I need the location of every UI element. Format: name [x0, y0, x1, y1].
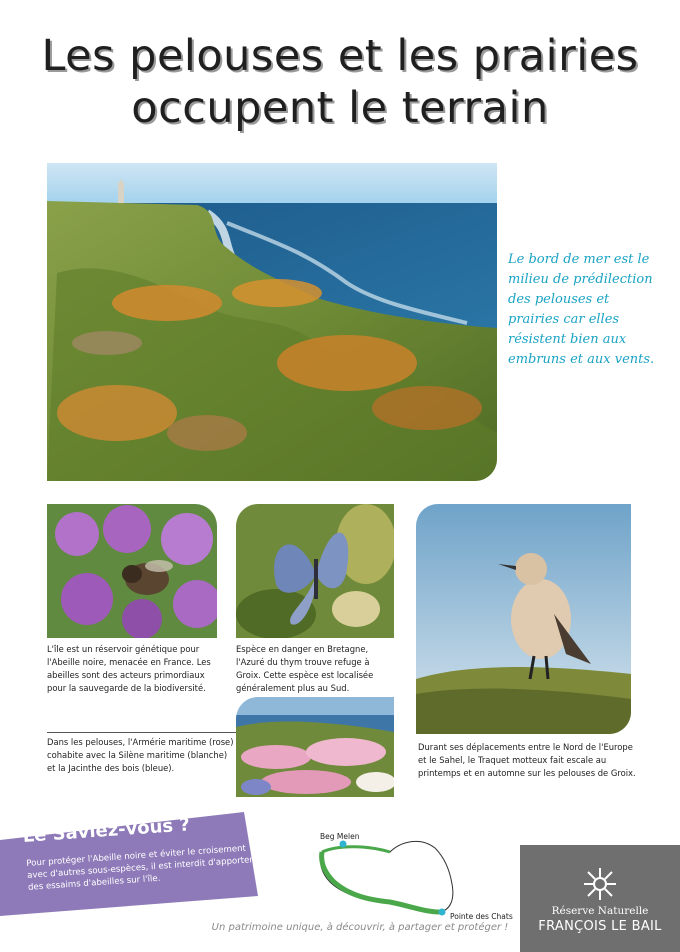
map-label-east: Pointe des Chats	[450, 912, 513, 921]
caption-azure: Espèce en danger en Bretagne, l'Azuré du thym trouve refuge à Groix. Cette espèce est localisée généralement plus au Sud.	[236, 644, 374, 693]
azure-du-thym-photo	[236, 504, 394, 638]
caption-divider	[47, 732, 237, 733]
map-label-west: Beg Melen	[320, 832, 360, 841]
saviez-vous-title: Le Saviez-vous ?	[22, 814, 191, 847]
abeille-noire-photo	[47, 504, 217, 638]
caption-abeille: L'île est un réservoir génétique pour l'Abeille noire, menacée en France. Les abeilles sont des acteurs primordiaux pour la sauvegarde de la biodiversité.	[47, 644, 211, 693]
reserve-star-icon	[582, 866, 618, 902]
beg-melen-marker	[340, 841, 347, 848]
tagline: Un patrimoine unique, à découvrir, à partager et protéger !	[211, 922, 509, 933]
caption-traquet: Durant ses déplacements entre le Nord de l'Europe et le Sahel, le Traquet motteux fait escale au printemps et en automne sur les pelouses de Groix.	[418, 742, 636, 778]
page-title-line2: occupent le terrain	[131, 83, 549, 133]
page-title-line1: Les pelouses et les prairies	[41, 31, 639, 81]
caption-armerie: Dans les pelouses, l'Armérie maritime (rose) cohabite avec la Silène maritime (blanche) et la Jacinthe des bois (bleue).	[47, 737, 234, 773]
page-title	[0, 30, 680, 134]
saviez-vous-text: Pour protéger l'Abeille noire et éviter le croisement avec d'autres sous-espèces, il est interdit d'apporter des essaims d'abeilles sur l'île.	[26, 843, 254, 893]
lead-text: Le bord de mer est le milieu de prédilection des pelouses et prairies car elles résistent bien aux embruns et aux vents.	[508, 252, 655, 367]
traquet-motteux-photo	[416, 504, 631, 734]
pointe-des-chats-marker	[439, 909, 446, 916]
reserve-logo-line1: Réserve Naturelle	[551, 905, 649, 917]
coastal-cliff-photo	[47, 163, 497, 481]
reserve-logo-line2: FRANÇOIS LE BAIL	[538, 919, 662, 934]
armerie-maritime-photo	[236, 697, 394, 797]
